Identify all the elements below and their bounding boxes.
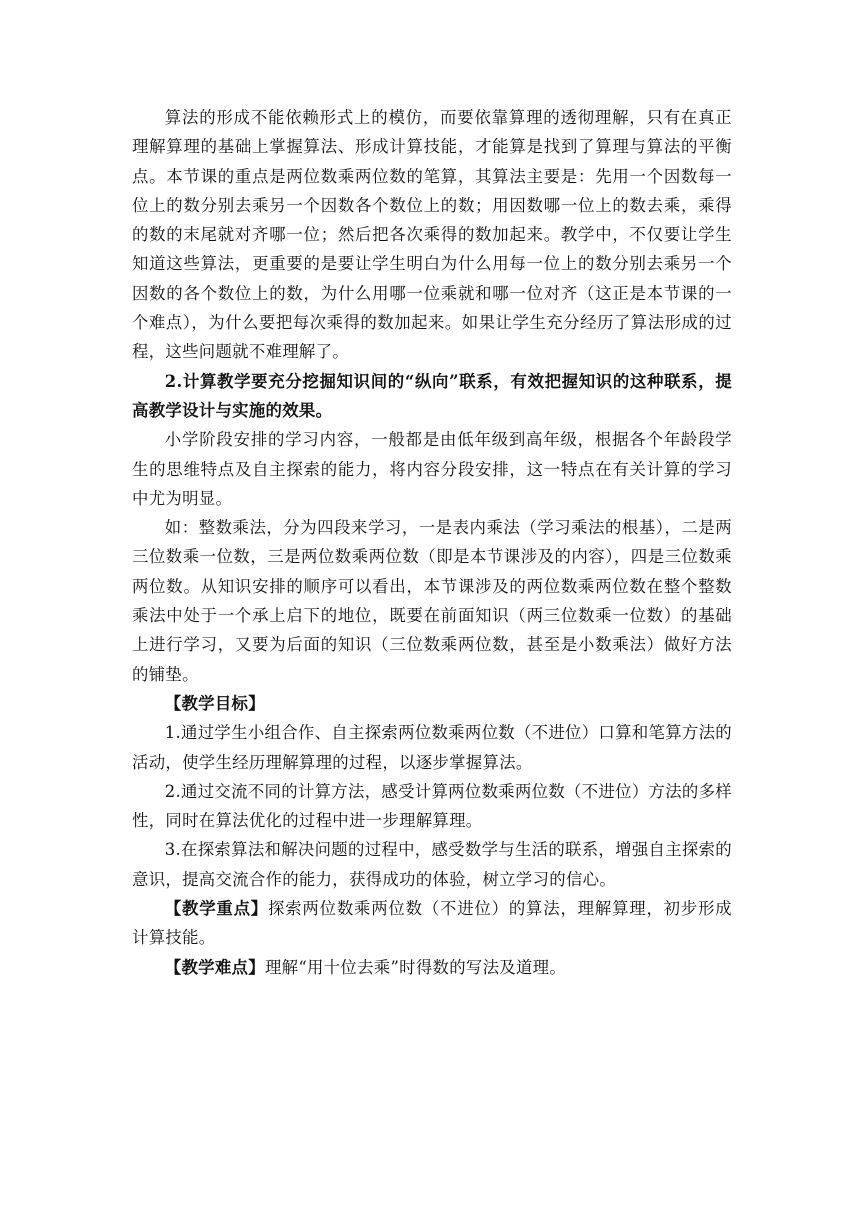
paragraph-teaching-difficulty (132, 953, 732, 982)
heading-vertical-connection: 2.计算教学要充分挖掘知识间的“纵向”联系，有效把握知识的这种联系，提高教学设计与实施的效果。 (132, 371, 732, 420)
paragraph-teaching-focus (132, 894, 732, 953)
goal-item-3: 3.在探索算法和解决问题的过程中，感受数学与生活的联系，增强自主探索的意识，提高交流合作的能力，获得成功的体验，树立学习的信心。 (132, 840, 732, 889)
paragraph-algorithm-understanding: 算法的形成不能依赖形式上的模仿，而要依靠算理的透彻理解，只有在真正理解算理的基础上掌握算法、形成计算技能，才能算是找到了算理与算法的平衡点。本节课的重点是两位数乘两位数的笔算，其算法主要是：先用一个因数每一位上的数分别去乘另一个因数各个数位上的数；用因数哪一位上的数去乘，乘得的数的末尾就对齐哪一位；然后把各次乘得的数加起来。教学中，不仅要让学生知道这些算法，更重要的是要让学生明白为什么用每一位上的数分别去乘另一个因数的各个数位上的数，为什么用哪一位乘就和哪一位对齐（这正是本节课的一个难点），为什么要把每次乘得的数加起来。如果让学生充分经历了算法形成的过程，这些问题就不难理解了。 (132, 108, 732, 362)
teaching-difficulty-text: 理解“用十位去乘”时得数的写法及道理。 (264, 957, 567, 977)
teaching-focus-label: 【教学重点】 (164, 899, 269, 919)
goal-item-1: 1.通过学生小组合作、自主探索两位数乘两位数（不进位）口算和笔算方法的活动，使学生经历理解算理的过程，以逐步掌握算法。 (132, 723, 732, 772)
paragraph-primary-content: 小学阶段安排的学习内容，一般都是由低年级到高年级，根据各个年龄段学生的思维特点及自主探索的能力，将内容分段安排，这一特点在有关计算的学习中尤为明显。 (132, 430, 732, 508)
heading-teaching-goals: 【教学目标】 (164, 693, 265, 713)
document-page (132, 103, 732, 982)
teaching-difficulty-label: 【教学难点】 (164, 957, 265, 977)
goal-item-2: 2.通过交流不同的计算方法，感受计算两位数乘两位数（不进位）方法的多样性，同时在算法优化的过程中进一步理解算理。 (132, 781, 732, 831)
paragraph-integer-multiplication: 如：整数乘法，分为四段来学习，一是表内乘法（学习乘法的根基），二是两三位数乘一位数，三是两位数乘两位数（即是本节课涉及的内容），四是三位数乘两位数。从知识安排的顺序可以看出，本节课涉及的两位数乘两位数在整个整数乘法中处于一个承上启下的地位，既要在前面知识（两三位数乘一位数）的基础上进行学习，又要为后面的知识（三位数乘两位数，甚至是小数乘法）做好方法的铺垫。 (132, 518, 732, 684)
teaching-focus-text: 探索两位数乘两位数（不进位）的算法，理解算理，初步形成计算技能。 (132, 899, 732, 948)
